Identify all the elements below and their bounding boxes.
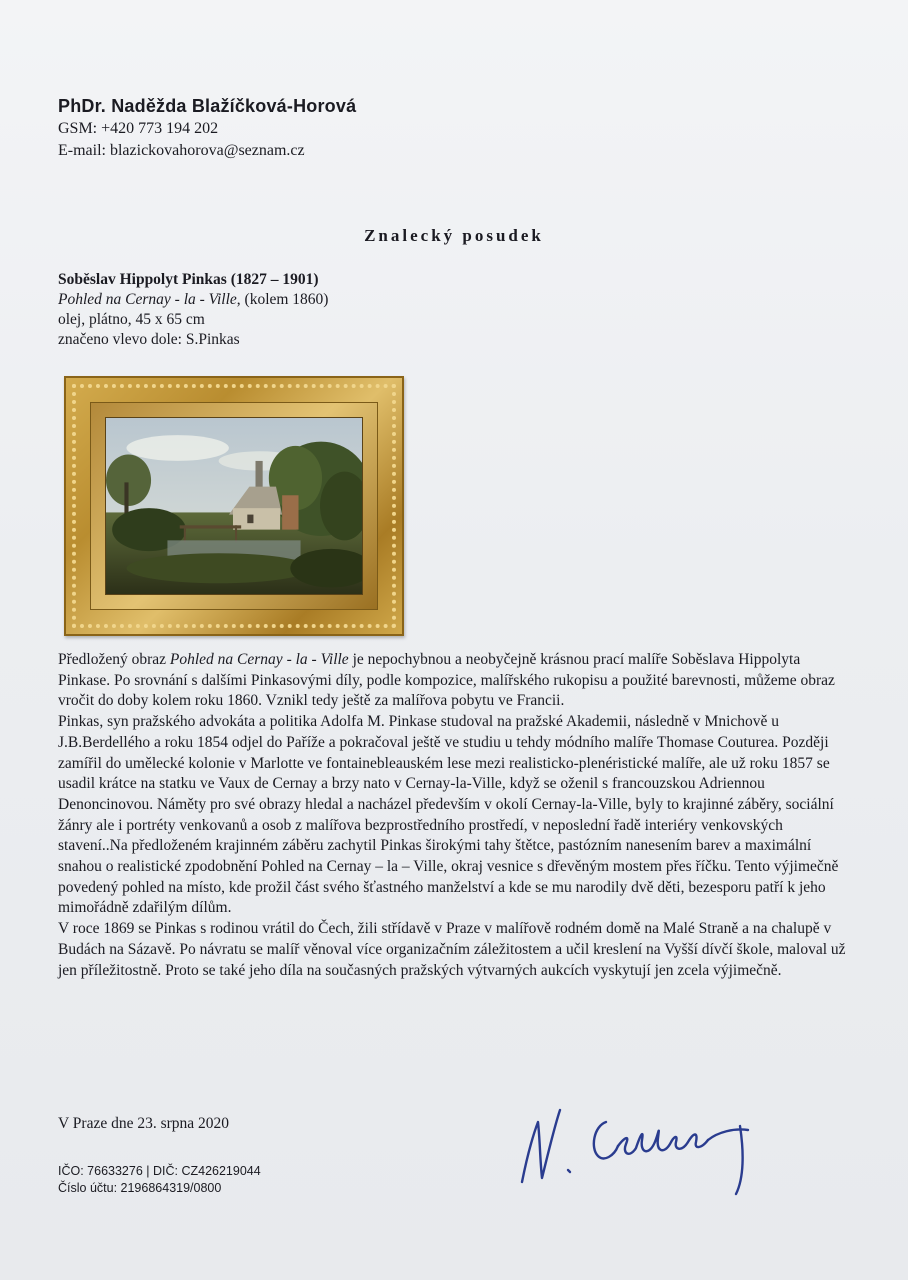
artwork-date: , (kolem 1860): [236, 291, 329, 308]
report-body: [58, 650, 848, 981]
letterhead: [58, 96, 356, 161]
handwritten-signature: [508, 1082, 808, 1202]
place-date: V Praze dne 23. srpna 2020: [58, 1115, 230, 1132]
artwork-medium: olej, plátno, 45 x 65 cm: [58, 311, 205, 328]
landscape-painting: [105, 417, 363, 595]
artwork-signature-note: značeno vlevo dole: S.Pinkas: [58, 331, 240, 348]
artist-name: Soběslav Hippolyt Pinkas (1827 – 1901): [58, 271, 319, 288]
author-phone: GSM: +420 773 194 202: [58, 120, 219, 137]
author-name: PhDr. Naděžda Blažíčková-Horová: [58, 96, 357, 116]
painting-photo: [64, 376, 404, 636]
paragraph-1-work-title: Pohled na Cernay - la - Ville: [169, 651, 349, 668]
artwork-details: [58, 270, 328, 350]
company-ids: [58, 1163, 261, 1197]
artwork-title-line: [58, 290, 328, 310]
artwork-title: Pohled na Cernay - la - Ville: [58, 291, 237, 308]
paragraph-1-rest: je nepochybnou a neobyčejně krásnou prací malíře Soběslava Hippolyta Pinkase. Po srovnání s dalšími Pinkasovými díly, podle kompozice, malířského rukopisu a použité barevnosti, můžeme obraz vročit do doby kolem roku 1860. Vznikl tedy ještě za malířova pobytu ve Francii.: [58, 651, 835, 710]
paragraph-3: V roce 1869 se Pinkas s rodinou vrátil do Čech, žili střídavě v Praze v malířově rodném domě na Malé Straně a na chalupě v Budách na Sázavě. Po návratu se malíř věnoval více organizačním záležitostem a učil kreslení na Vyšší dívčí škole, maloval už jen příležitostně. Proto se také jeho díla na současných pražských výtvarných aukcích vyskytují jen zcela výjimečně.: [58, 920, 846, 979]
bank-account: Číslo účtu: 2196864319/0800: [58, 1181, 222, 1195]
author-email: E-mail: blazickovahorova@seznam.cz: [58, 142, 305, 159]
paragraph-1: [58, 650, 848, 712]
ico-dic: IČO: 76633276 | DIČ: CZ426219044: [58, 1164, 261, 1178]
painting-frame: [90, 402, 378, 610]
paragraph-1-start: Předložený obraz: [58, 651, 167, 668]
document-title: Znalecký posudek: [364, 226, 544, 245]
paragraph-2: Pinkas, syn pražského advokáta a politika Adolfa M. Pinkase studoval na pražské Akademii, následně v Mnichově u J.B.Berdellého a roku 1854 odjel do Paříže a pokračoval ještě ve studiu u tehdy módního malíře Thomase Couturea. Později zamířil do umělecké kolonie v Marlotte ve fontainebleauském lese mezi realisticko-plenéristické malíře, ale už roku 1857 se usadil krátce na statku ve Vaux de Cernay a brzy nato v Cernay-la-Ville, když se oženil s francouzskou Adriennou Denoncinovou. Náměty pro své obrazy hledal a nacházel především v okolí Cernay-la-Ville, byly to krajinné záběry, sociální žánry ale i portréty venkovanů a osob z malířova bezprostředního prostředí, v neposlední řadě interiéry venkovských stavení..Na předloženém krajinném záběru zachytil Pinkas širokými tahy štětce, pastózním nanesením barev a maximální snahou o realistické zpodobnění Pohled na Cernay – la – Ville, okraj vesnice s dřevěným mostem přes říčku. Tento výjimečně povedený pohled na místo, kde prožil část svého šťastného manželství a kde se mu narodily dvě děti, bezesporu patří k jeho mimořádně zdařilým dílům.: [58, 713, 839, 917]
